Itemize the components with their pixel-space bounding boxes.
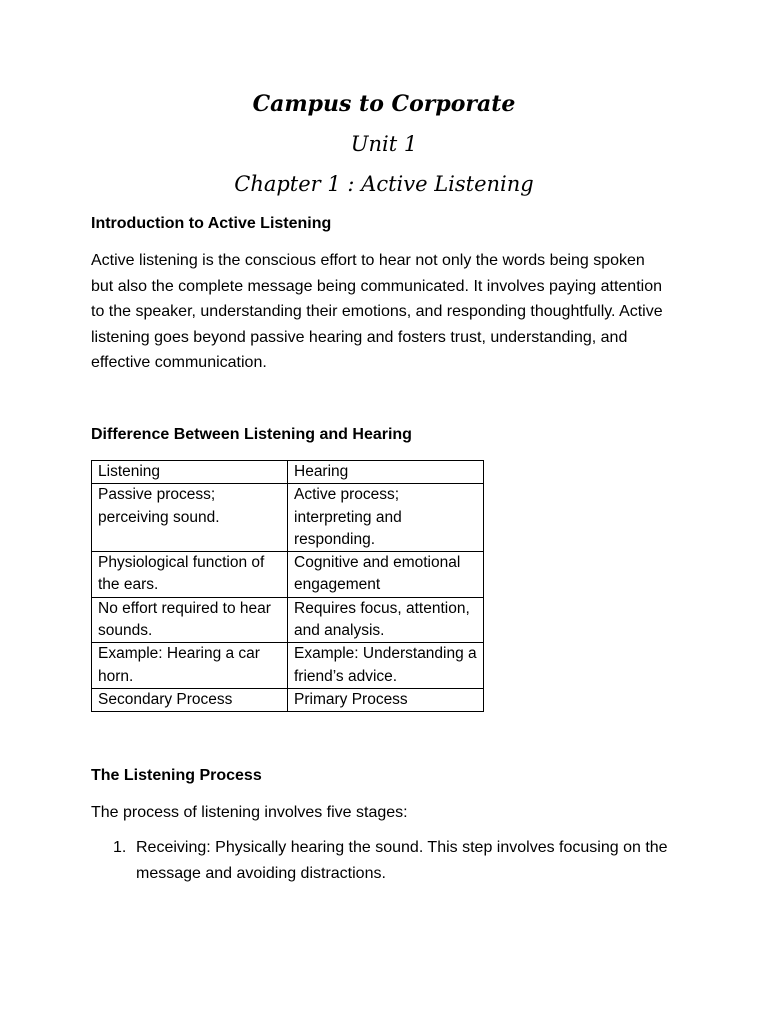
table-cell: Active process; interpreting and responding. <box>288 484 484 552</box>
table-cell: Cognitive and emotional engagement <box>288 552 484 598</box>
table-cell: Example: Hearing a car horn. <box>92 643 288 689</box>
table-row <box>92 688 484 711</box>
table-row <box>92 552 484 598</box>
table-header-cell: Listening <box>92 461 288 484</box>
table-header-cell: Hearing <box>288 461 484 484</box>
difference-heading: Difference Between Listening and Hearing <box>91 426 412 443</box>
unit-title: Unit 1 <box>350 132 418 156</box>
table-row <box>92 643 484 689</box>
document-title: Campus to Corporate <box>252 91 516 117</box>
list-item-text: Receiving: Physically hearing the sound. This step involves focusing on the message and avoiding distractions. <box>136 839 668 882</box>
process-heading: The Listening Process <box>91 767 262 784</box>
table-header-row <box>92 461 484 484</box>
comparison-table <box>91 460 484 712</box>
table-cell: Requires focus, attention, and analysis. <box>288 597 484 643</box>
intro-heading: Introduction to Active Listening <box>91 215 332 232</box>
intro-paragraph: Active listening is the conscious effort to hear not only the words being spoken but also the complete message being communicated. It involves paying attention to the speaker, understanding their emotions, and responding thoughtfully. Active listening goes beyond passive hearing and fosters trust, understanding, and effective communication. <box>91 252 663 372</box>
list-item-number: 1. <box>113 839 127 856</box>
chapter-title: Chapter 1 : Active Listening <box>234 172 534 196</box>
table-cell: Passive process; perceiving sound. <box>92 484 288 552</box>
table-cell: Example: Understanding a friend’s advice. <box>288 643 484 689</box>
table-cell: No effort required to hear sounds. <box>92 597 288 643</box>
table-row <box>92 484 484 552</box>
table-cell: Secondary Process <box>92 688 288 711</box>
table-cell: Physiological function of the ears. <box>92 552 288 598</box>
table-row <box>92 597 484 643</box>
process-intro: The process of listening involves five stages: <box>91 804 408 821</box>
table-cell: Primary Process <box>288 688 484 711</box>
